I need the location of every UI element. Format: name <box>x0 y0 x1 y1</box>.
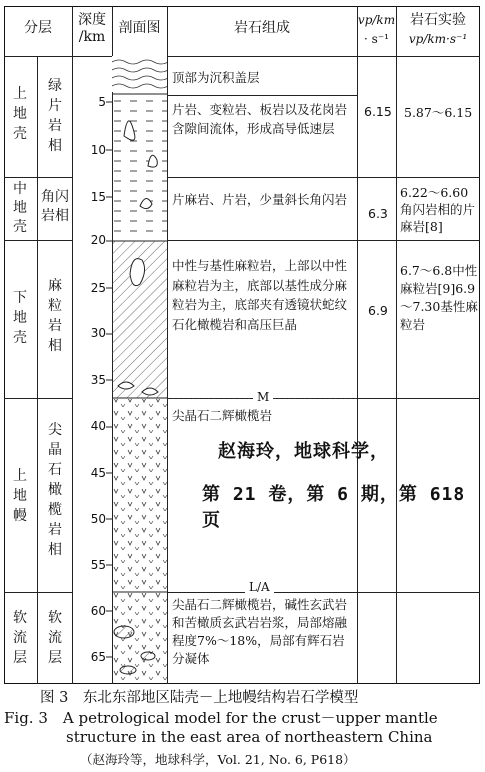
lab-value: 5.87～6.15 <box>404 105 473 120</box>
composition-text: 片麻岩、片岩，少量斜长角闪岩 <box>172 192 348 207</box>
caption-en-line2: structure in the east area of northeastern China <box>66 728 433 746</box>
facies-name: 麻粒岩相 <box>48 278 62 354</box>
row-divider <box>4 240 72 241</box>
row-divider <box>167 240 480 241</box>
composition-text: 尖晶石二辉橄榄岩，碱性玄武岩和苦橄质玄武岩岩浆，局部熔融程度7%～18%，局部有辉石岩分凝体 <box>172 597 348 666</box>
caption-en-line1: Fig. 3 A petrological model for the crust－upper mantle <box>4 709 438 727</box>
depth-tick: 10 <box>90 143 106 157</box>
col-divider <box>357 6 358 684</box>
depth-tick: 20 <box>90 233 106 247</box>
la-boundary <box>167 580 357 596</box>
row-divider <box>167 177 480 178</box>
row-divider <box>167 95 357 96</box>
header-lab-unit: vp/km·s⁻¹ <box>408 32 468 46</box>
depth-tick: 45 <box>90 466 106 480</box>
moho-label: M <box>253 390 273 404</box>
depth-tick: 55 <box>90 558 106 572</box>
composition-text: 中性与基性麻粒岩，上部以中性麻粒岩为主，底部以基性成分麻粒岩为主，底部夹有透镜状蛇纹石化橄榄岩和高压巨晶 <box>172 258 348 332</box>
moho-boundary <box>167 390 357 406</box>
col-divider <box>72 6 73 684</box>
depth-tick: 15 <box>90 190 106 204</box>
row-divider <box>4 398 72 399</box>
header-composition: 岩石组成 <box>234 20 290 36</box>
depth-tick: 40 <box>90 419 106 433</box>
citation-stamp-line1: 赵海玲，地球科学， <box>218 441 389 462</box>
caption-source: （赵海玲等，地球科学，Vol. 21, No. 6, P618） <box>80 752 356 767</box>
layer-name: 下地壳 <box>13 290 27 346</box>
layer-name: 上地壳 <box>13 86 27 142</box>
col-divider <box>396 6 397 684</box>
depth-tick: 35 <box>90 373 106 387</box>
facies-name: 软流层 <box>48 610 62 666</box>
depth-tick: 50 <box>90 512 106 526</box>
cross-section <box>112 56 167 684</box>
citation-stamp-line2: 第 21 卷，第 6 期，第 618 页 <box>202 484 466 531</box>
facies-name: 角闪岩相 <box>41 189 69 224</box>
header-section: 剖面图 <box>118 20 161 36</box>
composition-text: 片岩、变粒岩、板岩以及花岗岩含隙间流体，形成高导低速层 <box>172 102 348 136</box>
layer-name: 中地壳 <box>13 181 27 235</box>
vp-value: 6.15 <box>364 104 392 119</box>
header-lab: 岩石实验 <box>410 12 466 28</box>
caption-cn: 图 3 东北东部地区陆壳－上地幔结构岩石学模型 <box>40 690 359 706</box>
depth-tick: 30 <box>90 326 106 340</box>
composition-text: 尖晶石二辉橄榄岩 <box>172 408 273 423</box>
facies-name: 尖晶石橄榄岩相 <box>48 422 62 558</box>
facies-name: 绿片岩相 <box>48 78 62 154</box>
depth-tick: 60 <box>90 604 106 618</box>
composition-text: 顶部为沉积盖层 <box>172 70 260 85</box>
la-label: L/A <box>245 580 274 594</box>
header-vp-unit: · s⁻¹ <box>364 32 389 46</box>
depth-tick: 25 <box>90 281 106 295</box>
header-divider <box>4 56 480 57</box>
vp-value: 6.9 <box>368 303 388 318</box>
header-vp: vp/km <box>357 13 396 27</box>
vp-value: 6.3 <box>368 206 388 221</box>
header-layer: 分层 <box>24 20 52 36</box>
lab-value: 6.7～6.8中性麻粒岩[9]6.9～7.30基性麻粒岩 <box>400 263 478 332</box>
col-divider <box>37 56 38 684</box>
header-depth: 深度 /km <box>78 12 106 45</box>
row-divider <box>4 592 72 593</box>
depth-tick: 65 <box>90 650 106 664</box>
row-divider <box>4 177 72 178</box>
layer-name: 软流层 <box>13 610 27 666</box>
depth-tick: 5 <box>98 95 106 109</box>
lab-value: 6.22～6.60角闪岩相的片麻岩[8] <box>400 185 476 234</box>
layer-name: 上地幔 <box>13 468 27 524</box>
